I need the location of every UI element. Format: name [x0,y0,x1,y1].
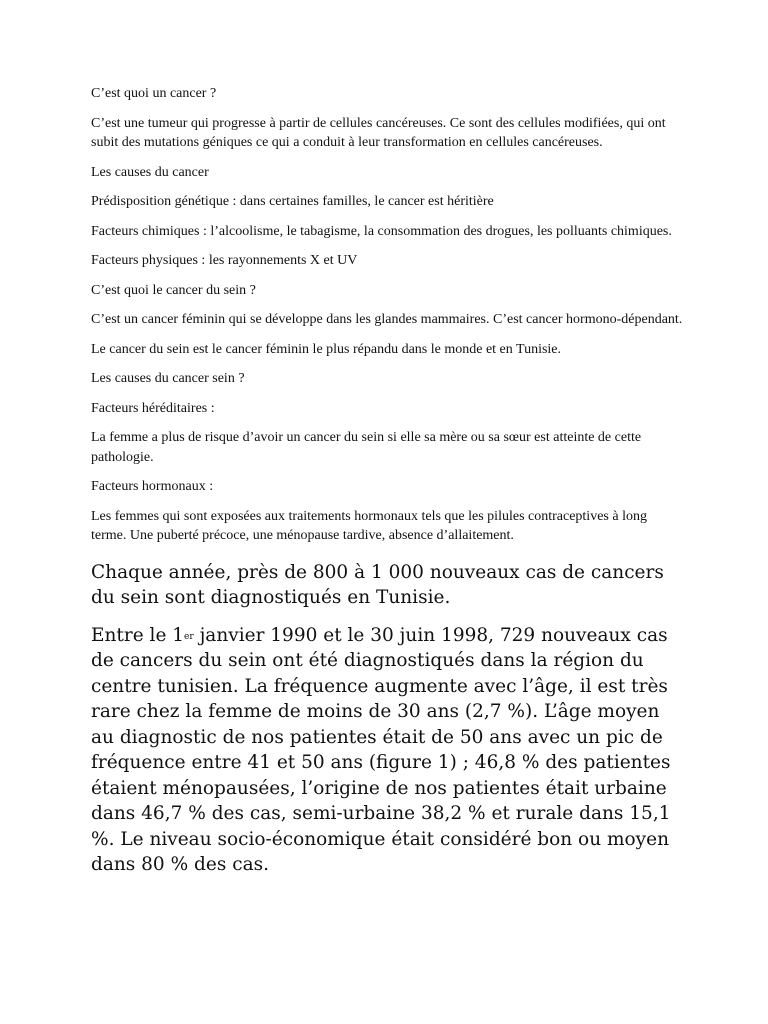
paragraph-chemical-factors: Facteurs chimiques : l’alcoolisme, le tabagisme, la consommation des drogues, les polluants chimiques. [91,223,672,239]
heading-hormonal-factors: Facteurs hormonaux : [91,479,214,494]
paragraph-breast-cancer-definition: C’est un cancer féminin qui se développe dans les glandes mammaires. C’est cancer hormono-dépendant. [91,312,683,327]
heading-cancer-causes: Les causes du cancer [91,164,209,180]
study-text-start: Entre le 1 [91,624,185,646]
heading-what-is-breast-cancer: C’est quoi le cancer du sein ? [91,282,256,298]
document-page [91,84,683,890]
ordinal-superscript: er [184,631,194,642]
paragraph-annual-cases: Chaque année, près de 800 à 1 000 nouveaux cas de cancers du sein sont diagnostiqués en Tunisie. [91,561,664,608]
paragraph-physical-factors: Facteurs physiques : les rayonnements X et UV [91,253,358,268]
heading-breast-cancer-causes: Les causes du cancer sein ? [91,371,245,386]
paragraph-central-tunisia-study [91,623,683,878]
paragraph-cancer-definition: C’est une tumeur qui progresse à partir de cellules cancéreuses. Ce sont des cellules modifiées, qui ont subit des mutations géniques ce qui a conduit à leur transformation en cellules cancéreuses. [91,115,666,150]
heading-what-is-cancer: C’est quoi un cancer ? [91,86,217,101]
study-text-rest: janvier 1990 et le 30 juin 1998, 729 nouveaux cas de cancers du sein ont été diagnostiqués dans la région du centre tunisien. La fréquence augmente avec l’âge, il est très rare chez la femme de moins de 30 ans (2,7 %). L’âge moyen au diagnostic de nos patientes était de 50 ans avec un pic de fréquence entre 41 et 50 ans (figure 1) ; 46,8 % des patientes étaient ménopausées, l’origine de nos patientes était urbaine dans 46,7 % des cas, semi-urbaine 38,2 % et rurale dans 15,1 %. Le niveau socio-économique était considéré bon ou moyen dans 80 % des cas. [91,624,671,875]
paragraph-hormonal-treatments: Les femmes qui sont exposées aux traitements hormonaux tels que les pilules contraceptives à long terme. Une puberté précoce, une ménopause tardive, absence d’allaitement. [91,508,647,543]
heading-hereditary-factors: Facteurs héréditaires : [91,400,215,416]
paragraph-genetic-predisposition: Prédisposition génétique : dans certaines familles, le cancer est héritière [91,194,494,209]
paragraph-hereditary-risk: La femme a plus de risque d’avoir un cancer du sein si elle sa mère ou sa sœur est atteinte de cette pathologie. [91,430,642,465]
paragraph-breast-cancer-prevalence: Le cancer du sein est le cancer féminin le plus répandu dans le monde et en Tunisie. [91,341,562,357]
